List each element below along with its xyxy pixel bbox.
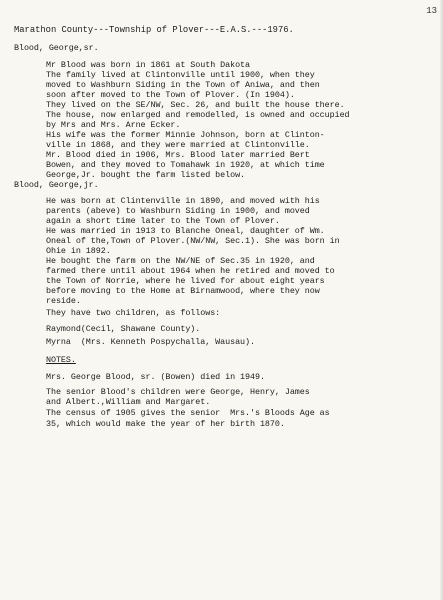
note-line: The senior Blood's children were George, Henry, James	[46, 387, 310, 397]
text-line: again a short time later to the Town of Plover.	[46, 216, 280, 226]
note-line: and Albert.,William and Margaret.	[46, 397, 211, 407]
text-line: He was born at Clintenville in 1890, and moved with his	[46, 196, 320, 206]
text-line: before moving to the Home at Birnamwood, where they now	[46, 286, 320, 296]
section-title-george-sr: Blood, George,sr.	[14, 43, 99, 53]
child-entry: Raymond(Cecil, Shawane County).	[46, 324, 201, 334]
notes-title: NOTES.	[46, 355, 76, 365]
text-line: reside.	[46, 296, 81, 306]
text-line: moved to Washburn Siding in the Town of Aniwa, and then	[46, 80, 320, 90]
document-heading: Marathon County---Township of Plover---E.A.S.---1976.	[14, 25, 294, 35]
text-line: They have two children, as follows:	[46, 308, 221, 318]
note-line: The census of 1905 gives the senior Mrs.'s Bloods Age as	[46, 408, 330, 418]
text-line: ville in 1868, and they were married at Clintonville.	[46, 140, 310, 150]
text-line: parents (abeve) to Washburn Siding in 1900, and moved	[46, 206, 310, 216]
text-line: Oneal of the,Town of Plover.(NW/NW, Sec.1). She was born in	[46, 236, 340, 246]
text-line: His wife was the former Minnie Johnson, born at Clinton-	[46, 130, 325, 140]
text-line: by Mrs and Mrs. Arne Ecker.	[46, 120, 181, 130]
text-line: The family lived at Clintonville until 1900, when they	[46, 70, 315, 80]
text-line: Ohie in 1892.	[46, 246, 111, 256]
page-number: 13	[426, 6, 437, 16]
note-line: Mrs. George Blood, sr. (Bowen) died in 1949.	[46, 372, 265, 382]
text-line: farmed there until about 1964 when he retired and moved to	[46, 266, 335, 276]
text-line: the Town of Norrie, where he lived for about eight years	[46, 276, 325, 286]
text-line: Bowen, and they moved to Tomahawk in 1920, at which time	[46, 160, 325, 170]
text-line: He was married in 1913 to Blanche Oneal, daughter of Wm.	[46, 226, 325, 236]
text-line: They lived on the SE/NW, Sec. 26, and built the house there.	[46, 100, 345, 110]
child-entry: Myrna (Mrs. Kenneth Pospychalla, Wausau).	[46, 337, 255, 347]
note-line: 35, which would make the year of her birth 1870.	[46, 419, 285, 429]
text-line: Mr. Blood died in 1906, Mrs. Blood later married Bert	[46, 150, 310, 160]
section-title-george-jr: Blood, George,jr.	[14, 180, 99, 190]
text-line: The house, now enlarged and remodelled, is owned and occupied	[46, 110, 350, 120]
text-line: Mr Blood was born in 1861 at South Dakota	[46, 60, 251, 70]
text-line: He bought the farm on the NW/NE of Sec.35 in 1920, and	[46, 256, 315, 266]
text-line: George,Jr. bought the farm listed below.	[46, 170, 246, 180]
text-line: soon after moved to the Town of Plover. (In 1904).	[46, 90, 295, 100]
